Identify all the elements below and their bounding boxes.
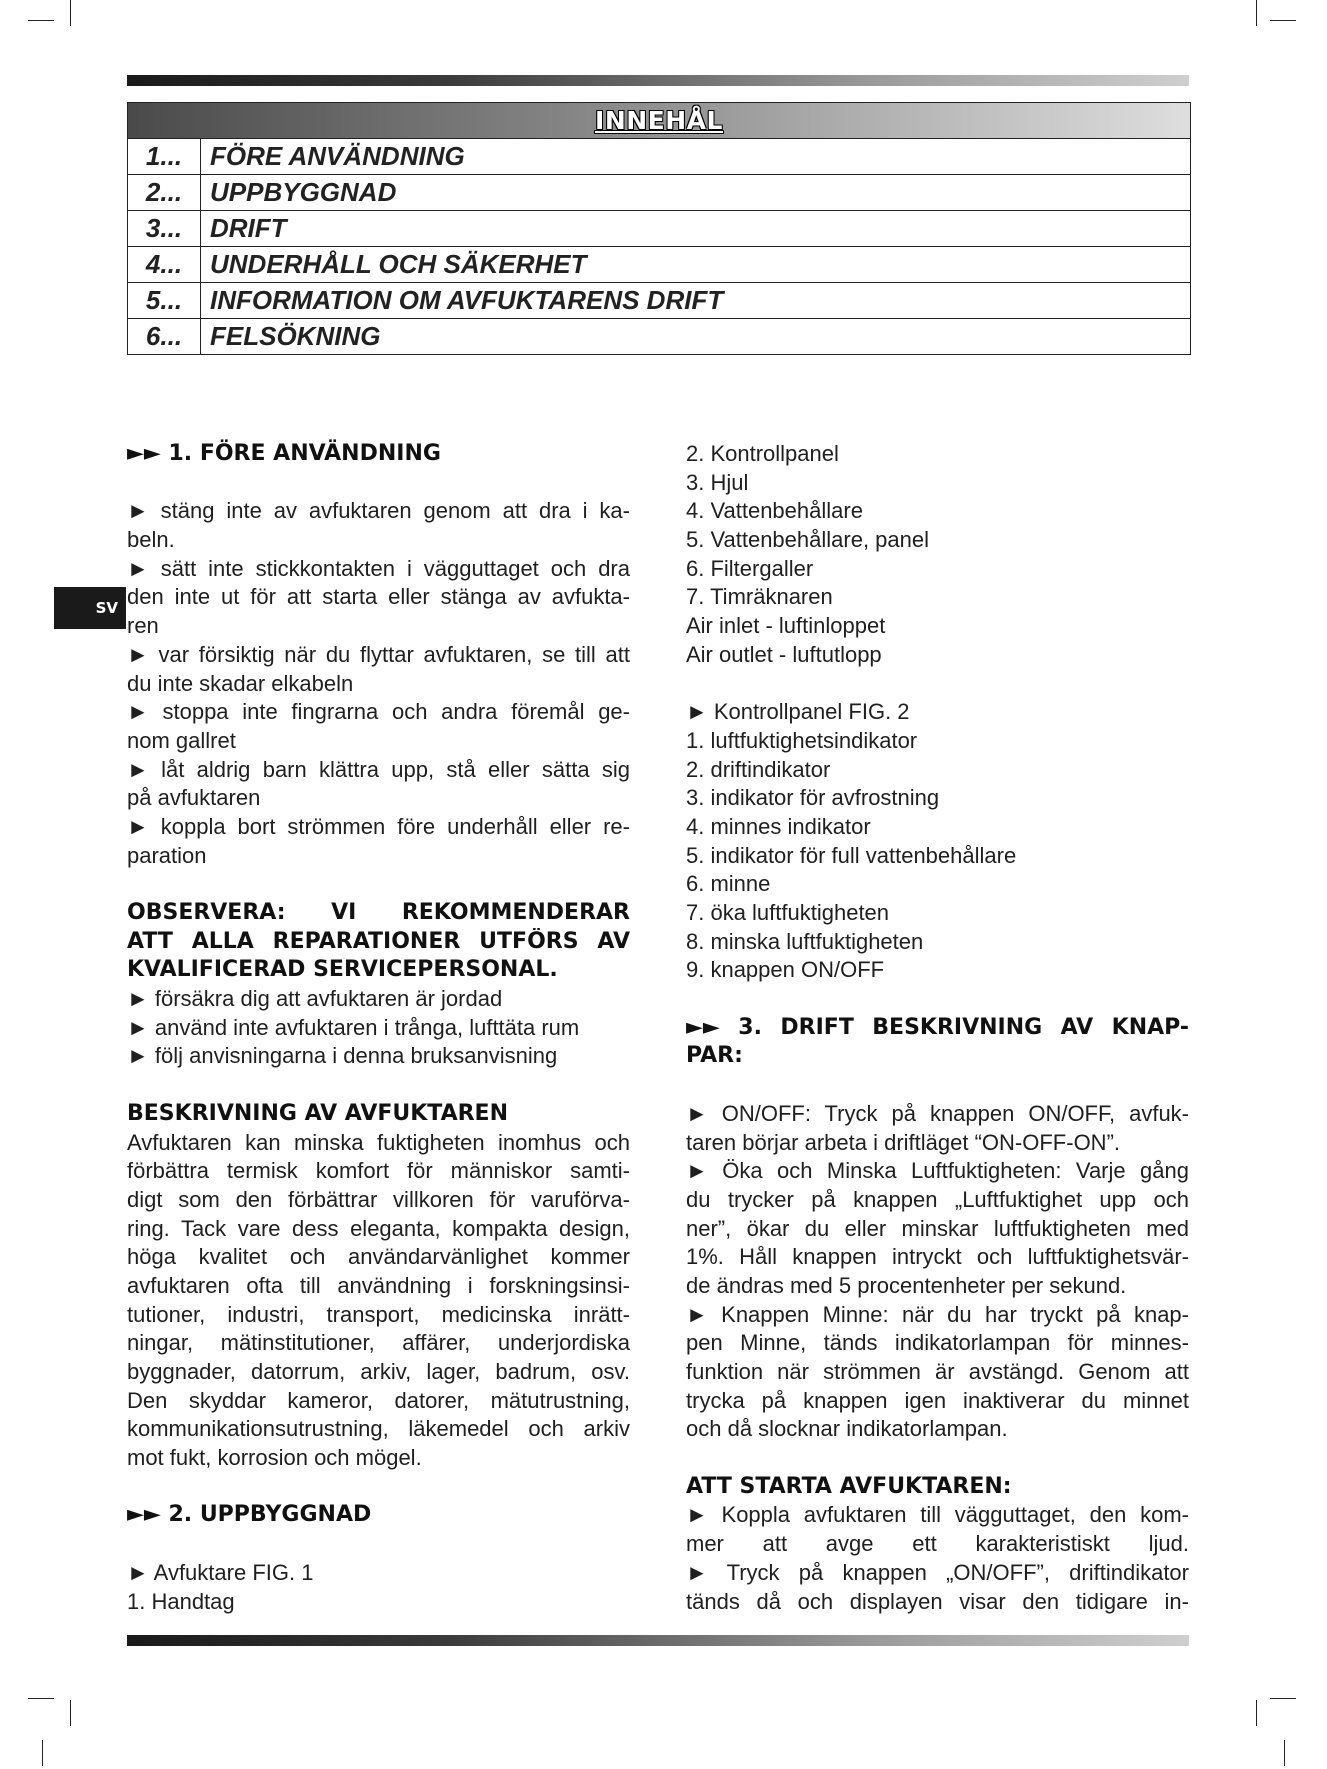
toc-label: FÖRE ANVÄNDNING (210, 141, 465, 171)
parts-list-item: Air outlet - luftutlopp (686, 641, 882, 667)
panel-list-item: 1. luftfuktighetsindikator (686, 727, 918, 753)
text-line: ► sätt inte stickkontakten i vägguttaget och dra (127, 555, 630, 581)
text-line: ring. Tack vare dess eleganta, kompakta design, (127, 1215, 630, 1241)
note-line: OBSERVERA: VI REKOMMENDERAR (127, 900, 630, 925)
toc-label: INFORMATION OM AVFUKTARENS DRIFT (210, 285, 724, 315)
language-tab: SV (54, 587, 126, 629)
crop-mark (28, 20, 54, 21)
text-line: ► Tryck på knappen „ON/OFF”, driftindikator (686, 1559, 1189, 1585)
crop-mark (28, 1698, 54, 1699)
description-heading: BESKRIVNING AV AVFUKTAREN (127, 1100, 508, 1126)
toc-row (128, 139, 1190, 175)
toc-label: DRIFT (210, 213, 287, 243)
text-line: ► ON/OFF: Tryck på knappen ON/OFF, avfuk- (686, 1100, 1189, 1126)
text-line: trycka på knappen igen inaktiverar du minnet (686, 1387, 1189, 1413)
parts-list-item: 3. Hjul (686, 469, 749, 495)
text-line: ren (127, 613, 159, 639)
text-line: 1%. Håll knappen intryckt och luftfuktighetsvär- (686, 1244, 1189, 1270)
header-rule (127, 75, 1189, 86)
note-line: KVALIFICERAD SERVICEPERSONAL. (127, 957, 558, 983)
crop-mark (70, 1700, 71, 1726)
crop-mark (1270, 20, 1296, 21)
text-line: avfuktaren ofta till användning i forskningsinsi- (127, 1272, 630, 1298)
toc-number: 1... (128, 139, 201, 174)
toc-number: 3... (128, 211, 201, 246)
panel-list-item: 8. minska luftfuktigheten (686, 928, 924, 954)
text-line: mot fukt, korrosion och mögel. (127, 1445, 422, 1471)
panel-list-item: ► Kontrollpanel FIG. 2 (686, 699, 910, 725)
text-line: nom gallret (127, 727, 236, 753)
text-line: Den skyddar kameror, datorer, mätutrustning, (127, 1387, 630, 1413)
toc-label: FELSÖKNING (210, 321, 381, 351)
panel-list-item: 5. indikator för full vattenbehållare (686, 842, 1017, 868)
toc-number: 2... (128, 175, 201, 210)
text-line: mer att avge ett karakteristiskt ljud. (686, 1531, 1189, 1557)
section-3-heading-line: ►► 3. DRIFT BESKRIVNING AV KNAP- (686, 1014, 1189, 1040)
toc-header (128, 103, 1190, 139)
panel-list-item: 4. minnes indikator (686, 813, 871, 839)
text-line: taren börjar arbeta i driftläget “ON-OFF-ON”. (686, 1129, 1121, 1155)
text-line: ► Knappen Minne: när du har tryckt på knap- (686, 1301, 1189, 1327)
parts-list-item: 2. Kontrollpanel (686, 441, 839, 466)
parts-list-item: 7. Timräknaren (686, 584, 833, 610)
text-line: tänds då och displayen visar den tidigare in- (686, 1588, 1189, 1614)
toc-label: UPPBYGGNAD (210, 177, 397, 207)
crop-mark (70, 0, 71, 26)
parts-list-item: 5. Vattenbehållare, panel (686, 527, 929, 553)
text-line: höga kvalitet och användarvänlighet kommer (127, 1244, 630, 1270)
parts-list-item: 4. Vattenbehållare (686, 498, 863, 524)
text-line: du inte skadar elkabeln (127, 670, 354, 696)
text-line: pen Minne, tänds indikatorlampan för minnes- (686, 1330, 1189, 1356)
bullet-line: ► använd inte avfuktaren i trånga, lufttäta rum (127, 1014, 580, 1040)
text-line: du trycker på knappen „Luftfuktighet upp och (686, 1186, 1189, 1212)
toc-title: INNEHÅL (595, 106, 723, 135)
section-2-heading: ►► 2. UPPBYGGNAD (127, 1502, 372, 1528)
text-line: förbättra termisk komfort för människor samti- (127, 1158, 630, 1184)
text-line: beln. (127, 527, 175, 553)
toc-row (128, 283, 1190, 319)
text-line: ► koppla bort strömmen före underhåll eller re- (127, 813, 630, 839)
panel-list-item: 6. minne (686, 871, 771, 897)
text-line: ningar, mätinstitutioner, affärer, underjordiska (127, 1330, 630, 1356)
list-line: 1. Handtag (127, 1588, 235, 1614)
text-line: tutioner, industri, transport, medicinska inrätt- (127, 1301, 630, 1327)
toc-row (128, 211, 1190, 247)
panel-list-item: 3. indikator för avfrostning (686, 785, 940, 811)
text-line: på avfuktaren (127, 785, 261, 811)
panel-list-item: 7. öka luftfuktigheten (686, 900, 890, 925)
text-line: den inte ut för att starta eller stänga av avfukta- (127, 584, 630, 610)
crop-mark (1256, 1700, 1257, 1726)
text-line: ► stäng inte av avfuktaren genom att dra i ka- (127, 498, 630, 524)
toc-label: UNDERHÅLL OCH SÄKERHET (210, 249, 587, 279)
text-line: byggnader, datorrum, arkiv, lager, badrum, osv. (127, 1359, 630, 1384)
start-heading: ATT STARTA AVFUKTAREN: (686, 1473, 1012, 1499)
section-1-heading: ►► 1. FÖRE ANVÄNDNING (127, 441, 441, 466)
toc-row (128, 319, 1190, 354)
text-line: ► Koppla avfuktaren till vägguttaget, den kom- (686, 1502, 1189, 1528)
section-3-heading-line: PAR: (686, 1043, 743, 1069)
crop-mark (1284, 1740, 1285, 1766)
bullet-line: ► följ anvisningarna i denna bruksanvisning (127, 1043, 558, 1069)
left-column (127, 440, 630, 1616)
text-line: ► stoppa inte fingrarna och andra föremål ge- (127, 699, 630, 725)
text-line: de ändras med 5 procentenheter per sekund. (686, 1272, 1127, 1298)
text-line: ► Öka och Minska Luftfuktigheten: Varje gång (686, 1158, 1189, 1184)
footer-rule (127, 1635, 1189, 1646)
toc-number: 5... (128, 283, 201, 318)
toc-row (128, 247, 1190, 283)
text-line: ner”, ökar du eller minskar luftfuktigheten med (686, 1215, 1189, 1241)
right-column (686, 440, 1189, 1616)
crop-mark (1256, 0, 1257, 26)
table-of-contents (127, 102, 1191, 355)
text-line: Avfuktaren kan minska fuktigheten inomhus och (127, 1129, 630, 1155)
toc-row (128, 175, 1190, 211)
text-line: funktion när strömmen är avstängd. Genom att (686, 1359, 1189, 1384)
text-line: digt som den förbättrar villkoren för varuförva- (127, 1186, 630, 1212)
panel-list-item: 2. driftindikator (686, 756, 831, 782)
text-line: kommunikationsutrustning, läkemedel och arkiv (127, 1416, 630, 1442)
toc-number: 6... (128, 319, 201, 354)
text-line: ► var försiktig när du flyttar avfuktaren, se till att (127, 641, 630, 667)
panel-list-item: 9. knappen ON/OFF (686, 957, 885, 983)
text-line: och då slocknar indikatorlampan. (686, 1416, 1008, 1442)
text-line: ► låt aldrig barn klättra upp, stå eller sätta sig (127, 756, 630, 782)
bullet-line: ► försäkra dig att avfuktaren är jordad (127, 986, 503, 1012)
toc-number: 4... (128, 247, 201, 282)
list-line: ► Avfuktare FIG. 1 (127, 1559, 314, 1585)
crop-mark (42, 1740, 43, 1766)
text-line: paration (127, 842, 207, 868)
crop-mark (1270, 1698, 1296, 1699)
parts-list-item: 6. Filtergaller (686, 555, 814, 581)
parts-list-item: Air inlet - luftinloppet (686, 613, 886, 639)
note-line: ATT ALLA REPARATIONER UTFÖRS AV (127, 928, 630, 954)
